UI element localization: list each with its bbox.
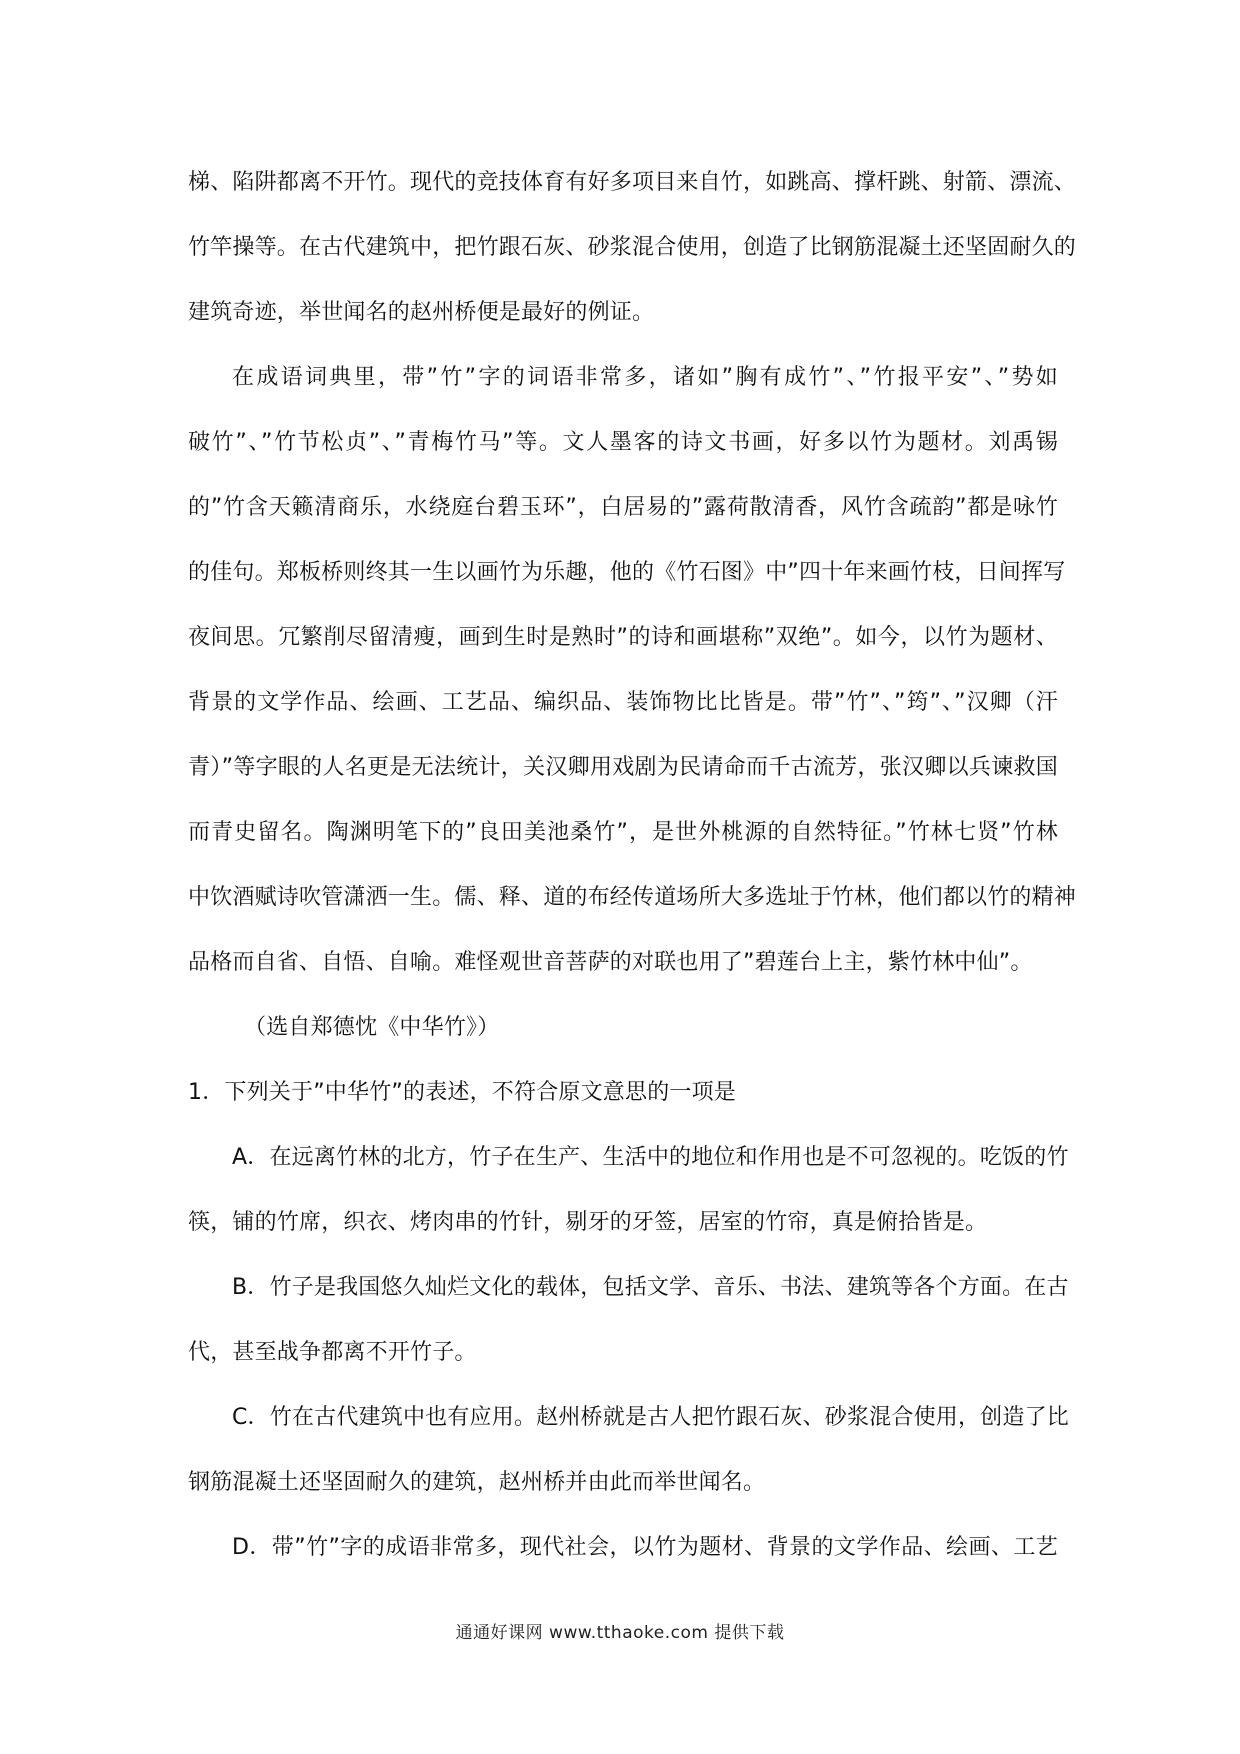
body-line: 青）”等字眼的人名更是无法统计，关汉卿用戏剧为民请命而千古流芳，张汉卿以兵谏救国 xyxy=(188,755,1058,780)
body-line: 建筑奇迹，举世闻名的赵州桥便是最好的例证。 xyxy=(188,300,655,325)
option-c-line: 钢筋混凝土还坚固耐久的建筑，赵州桥并由此而举世闻名。 xyxy=(188,1470,766,1495)
body-line: 的佳句。郑板桥则终其一生以画竹为乐趣，他的《竹石图》中”四十年来画竹枝，日间挥写 xyxy=(188,560,1066,585)
body-line: 梯、陷阱都离不开竹。现代的竞技体育有好多项目来自竹，如跳高、撑杆跳、射箭、漂流、 xyxy=(188,170,1077,195)
body-line: 中饮酒赋诗吹管潇洒一生。儒、释、道的布经传道场所大多选址于竹林，他们都以竹的精神 xyxy=(188,885,1077,910)
option-a-line: A．在远离竹林的北方，竹子在生产、生活中的地位和作用也是不可忽视的。吃饭的竹 xyxy=(232,1145,1069,1170)
body-line: 破竹”、”竹节松贞”、”青梅竹马”等。文人墨客的诗文书画，好多以竹为题材。刘禹锡 xyxy=(188,430,1058,455)
source-citation: （选自郑德忱《中华竹》） xyxy=(244,1015,500,1040)
body-line: 而青史留名。陶渊明笔下的”良田美池桑竹”，是世外桃源的自然特征。”竹林七贤”竹林 xyxy=(188,820,1058,845)
body-line: 背景的文学作品、绘画、工艺品、编织品、装饰物比比皆是。带”竹”、”筠”、”汉卿（汗 xyxy=(188,690,1058,715)
body-line: 竹竿操等。在古代建筑中，把竹跟石灰、砂浆混合使用，创造了比钢筋混凝土还坚固耐久的 xyxy=(188,235,1077,260)
page-footer: 通通好课网 www.tthaoke.com 提供下载 xyxy=(455,1623,785,1643)
body-line: 夜间思。冗繁削尽留清瘦，画到生时是熟时”的诗和画堪称”双绝”。如今，以竹为题材、 xyxy=(188,625,1058,650)
option-d-line: D．带”竹”字的成语非常多，现代社会，以竹为题材、背景的文学作品、绘画、工艺 xyxy=(232,1535,1058,1560)
option-b-line: B．竹子是我国悠久灿烂文化的载体，包括文学、音乐、书法、建筑等各个方面。在古 xyxy=(232,1275,1069,1300)
option-b-line: 代，甚至战争都离不开竹子。 xyxy=(188,1340,477,1365)
option-a-line: 筷，铺的竹席，织衣、烤肉串的竹针，剔牙的牙签，居室的竹帘，真是俯拾皆是。 xyxy=(188,1210,988,1235)
body-line: 品格而自省、自悟、自喻。难怪观世音菩萨的对联也用了”碧莲台上主，紫竹林中仙”。 xyxy=(188,950,1033,975)
body-line: 在成语词典里，带”竹”字的词语非常多，诸如”胸有成竹”、”竹报平安”、”势如 xyxy=(232,365,1058,390)
question-stem: 1．下列关于”中华竹”的表述，不符合原文意思的一项是 xyxy=(188,1080,736,1105)
body-line: 的”竹含天籁清商乐，水绕庭台碧玉环”，白居易的”露荷散清香，风竹含疏韵”都是咏竹 xyxy=(188,495,1058,520)
option-c-line: C．竹在古代建筑中也有应用。赵州桥就是古人把竹跟石灰、砂浆混合使用，创造了比 xyxy=(232,1405,1069,1430)
